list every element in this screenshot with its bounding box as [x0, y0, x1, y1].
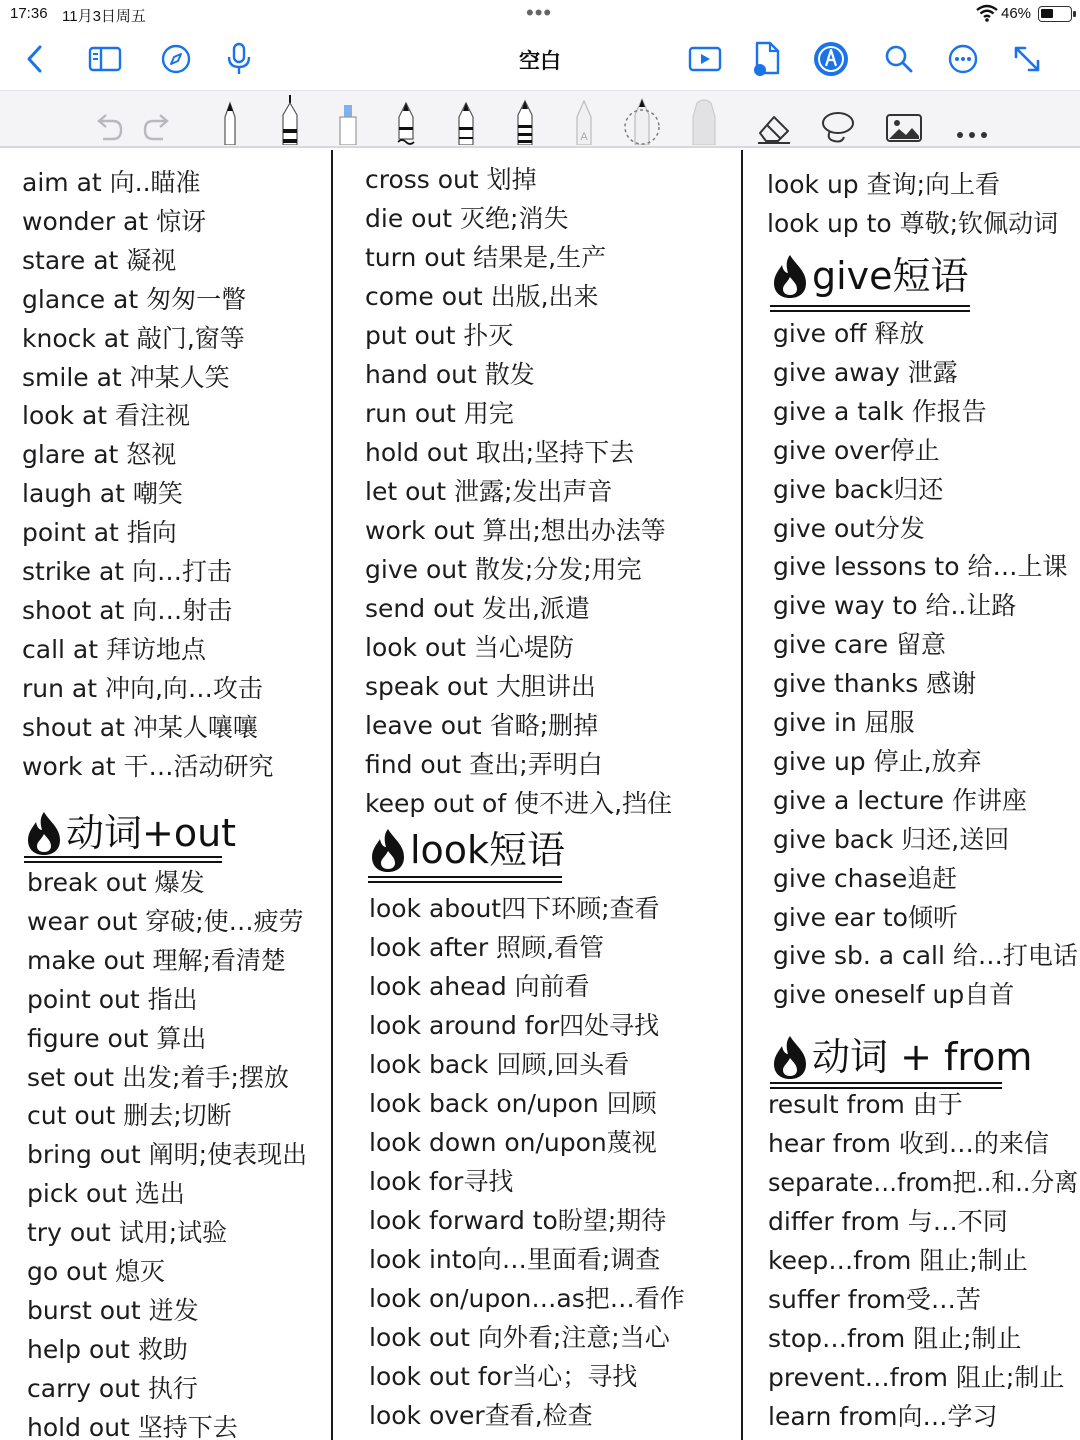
column-divider [741, 150, 743, 1440]
phrase-entry: burst out 迸发 [27, 1295, 199, 1325]
battery-icon [1038, 6, 1072, 22]
phrase-entry: look on/upon…as把…看作 [369, 1284, 685, 1313]
ballpoint-pen-tool-icon[interactable] [270, 95, 310, 145]
phrase-entry: look over查看,检查 [369, 1401, 593, 1430]
phrase-entry: look ahead 向前看 [369, 972, 590, 1001]
pen-circle-icon[interactable] [812, 40, 850, 78]
section-heading-label: 动词 + from [812, 1035, 1033, 1079]
phrase-entry: look after 照顾,看管 [369, 933, 604, 962]
phrase-entry: keep out of 使不进入,挡住 [365, 789, 673, 818]
phrase-entry: look for寻找 [369, 1167, 514, 1196]
phrase-entry: hold out 取出;坚持下去 [365, 438, 635, 467]
phrase-entry: glare at 怒视 [22, 440, 177, 470]
phrase-entry: give off 释放 [773, 319, 925, 348]
eraser-icon[interactable] [754, 95, 794, 145]
phrase-entry: cut out 删去;切断 [27, 1101, 232, 1131]
phrase-entry: smile at 冲某人笑 [22, 362, 230, 392]
phrase-entry: look back on/upon 回顾 [369, 1089, 657, 1118]
phrase-entry: send out 发出,派遣 [365, 594, 590, 623]
phrase-entry: stare at 凝视 [22, 245, 177, 275]
wifi-icon [976, 4, 998, 22]
sidebar-icon[interactable] [86, 40, 124, 78]
phrase-entry: work at 干…活动研究 [22, 751, 274, 781]
phrase-entry: hear from 收到…的来信 [768, 1129, 1049, 1158]
fountain-pen-tool-icon[interactable] [210, 95, 250, 145]
phrase-entry: give over停止 [773, 435, 940, 465]
back-chevron-icon[interactable] [16, 40, 54, 78]
phrase-entry: result from 由于 [768, 1090, 963, 1119]
status-bar [0, 0, 1080, 28]
phrase-entry: look out 当心堤防 [365, 633, 574, 662]
more-tools-icon[interactable] [952, 95, 992, 145]
phrase-entry: stop…from 阻止;制止 [768, 1324, 1022, 1353]
fire-icon [770, 1034, 810, 1080]
phrase-entry: shout at 冲某人嚷嚷 [22, 712, 258, 742]
section-heading-label: look短语 [410, 828, 566, 872]
search-icon[interactable] [880, 40, 918, 78]
phrase-entry: give thanks 感谢 [773, 669, 977, 699]
phrase-entry: give lessons to 给…上课 [773, 552, 1068, 582]
phrase-entry: look forward to盼望;期待 [369, 1206, 667, 1235]
battery-percent: 46% [1001, 5, 1032, 22]
drawing-toolbar [0, 90, 1080, 148]
heading-underline [770, 1082, 1002, 1089]
image-icon[interactable] [884, 95, 924, 145]
phrase-entry: call at 拜访地点 [22, 634, 206, 664]
page-title: 空白 [519, 49, 561, 73]
phrase-entry: glance at 匆匆一瞥 [22, 284, 247, 314]
section-heading-label: 动词+out [66, 811, 237, 855]
phrase-entry: leave out 省略;删掉 [365, 711, 599, 740]
phrase-entry: carry out 执行 [27, 1373, 198, 1403]
phrase-entry: make out 理解;看清楚 [27, 945, 286, 975]
phrase-entry: give in 屈服 [773, 708, 915, 737]
phrase-entry: look around for四处寻找 [369, 1011, 660, 1040]
compass-icon[interactable] [157, 40, 195, 78]
phrase-entry: give back 归还,送回 [773, 824, 1010, 854]
phrase-entry: come out 出版,出来 [365, 282, 599, 311]
phrase-entry: look out 向外看;注意;当心 [369, 1323, 670, 1352]
phrase-entry: run out 用完 [365, 399, 514, 428]
phrase-entry: look up 查询;向上看 [767, 170, 1001, 199]
phrase-entry: keep…from 阻止;制止 [768, 1246, 1028, 1275]
phrase-entry: shoot at 向…射击 [22, 595, 233, 625]
phrase-entry: knock at 敲门,窗等 [22, 323, 245, 353]
pencil-tool-icon[interactable] [446, 95, 486, 145]
phrase-entry: learn from向…学习 [768, 1402, 998, 1431]
phrase-entry: give chase追赶 [773, 863, 958, 893]
microphone-icon[interactable] [220, 40, 258, 78]
section-heading-verb-out [24, 810, 236, 856]
pen-wave-tool-icon[interactable] [386, 95, 426, 145]
phrase-entry: wonder at 惊讶 [22, 206, 207, 236]
phrase-entry: cross out 划掉 [365, 165, 537, 194]
phrase-entry: look at 看注视 [22, 401, 191, 431]
phrase-entry: laugh at 嘲笑 [22, 479, 183, 509]
phrase-entry: let out 泄露;发出声音 [365, 477, 613, 506]
phrase-entry: give out 散发;分发;用完 [365, 555, 642, 584]
status-time: 17:36 [10, 5, 48, 22]
phrase-entry: work out 算出;想出办法等 [365, 516, 666, 545]
phrase-entry: pick out 选出 [27, 1179, 185, 1209]
phrase-entry: help out 救助 [27, 1334, 188, 1364]
phrase-entry: look up to 尊敬;钦佩动词 [767, 209, 1059, 238]
phrase-entry: aim at 向..瞄准 [22, 168, 201, 197]
ellipsis-circle-icon[interactable] [944, 40, 982, 78]
phrase-entry: die out 灭绝;消失 [365, 204, 569, 233]
section-heading-give [770, 253, 969, 299]
phrase-entry: give care 留意 [773, 630, 947, 660]
heading-underline [368, 876, 562, 883]
phrase-entry: give oneself up自首 [773, 980, 1015, 1010]
phrase-entry: separate…from把..和..分离 [768, 1168, 1079, 1197]
nav-bar [0, 28, 1080, 90]
phrase-entry: go out 熄灭 [27, 1257, 166, 1286]
phrase-entry: look out for当心；寻找 [369, 1362, 638, 1391]
phrase-entry: speak out 大胆讲出 [365, 672, 596, 701]
heading-underline [24, 856, 222, 863]
play-rect-icon[interactable] [686, 40, 724, 78]
document-icon[interactable] [748, 40, 786, 78]
phrase-entry: give way to 给..让路 [773, 591, 1017, 621]
phrase-entry: give away 泄露 [773, 357, 958, 387]
phrase-entry: suffer from受…苦 [768, 1285, 981, 1314]
phrase-entry: run at 冲向,向…攻击 [22, 673, 263, 703]
phrase-entry: look back 回顾,回头看 [369, 1050, 630, 1079]
phrase-entry: prevent…from 阻止;制止 [768, 1363, 1065, 1392]
status-date: 11月3日周五 [62, 8, 146, 25]
svg-text:A: A [580, 131, 588, 143]
phrase-entry: set out 出发;着手;摆放 [27, 1062, 289, 1092]
phrase-entry: strike at 向…打击 [22, 557, 233, 586]
heading-underline [770, 305, 970, 312]
phrase-entry: figure out 算出 [27, 1023, 207, 1053]
phrase-entry: give out分发 [773, 513, 925, 543]
text-tool-icon[interactable] [564, 95, 604, 145]
fire-icon [24, 810, 64, 856]
phrase-entry: turn out 结果是,生产 [365, 243, 607, 272]
phrase-entry: give a talk 作报告 [773, 396, 987, 426]
lasso-icon[interactable] [818, 95, 858, 145]
phrase-entry: differ from 与…不同 [768, 1207, 1008, 1236]
phrase-entry: look into向…里面看;调查 [369, 1245, 661, 1274]
highlighter-tool-icon[interactable] [328, 95, 368, 145]
phrase-entry: bring out 阐明;使表现出 [27, 1140, 308, 1170]
redo-icon[interactable] [138, 95, 178, 145]
undo-icon[interactable] [88, 95, 128, 145]
phrase-entry: point out 指出 [27, 984, 198, 1014]
phrase-entry: look about四下环顾;查看 [369, 894, 660, 923]
phrase-entry: find out 查出;弄明白 [365, 750, 603, 779]
fire-icon [770, 253, 810, 299]
note-page[interactable] [0, 150, 1080, 1440]
eraser-shape-tool-icon[interactable] [684, 95, 724, 145]
phrase-entry: look down on/upon蔑视 [369, 1128, 657, 1157]
fire-icon [368, 827, 408, 873]
phrase-entry: wear out 穿破;使…疲劳 [27, 906, 304, 936]
phrase-entry: give a lecture 作讲座 [773, 785, 1027, 815]
phrase-entry: break out 爆发 [27, 868, 205, 897]
section-heading-verb-from [770, 1034, 1032, 1080]
phrase-entry: put out 扑灭 [365, 321, 514, 350]
phrase-entry: hand out 散发 [365, 360, 535, 389]
phrase-entry: give up 停止,放弃 [773, 746, 982, 776]
expand-arrows-icon[interactable] [1008, 40, 1046, 78]
column-divider [331, 150, 333, 1440]
section-heading-label: give短语 [812, 254, 969, 298]
phrase-entry: hold out 坚持下去 [27, 1412, 238, 1440]
phrase-entry: give back归还 [773, 474, 944, 504]
phrase-entry: point at 指向 [22, 518, 177, 548]
phrase-entry: try out 试用;试验 [27, 1218, 228, 1248]
multitask-dots-icon[interactable]: ••• [526, 0, 553, 25]
lasso-pen-tool-icon[interactable] [622, 95, 662, 145]
marker-tool-icon[interactable] [505, 95, 545, 145]
section-heading-look [368, 827, 565, 873]
phrase-entry: give sb. a call 给…打电话 [773, 941, 1078, 971]
phrase-entry: give ear to倾听 [773, 902, 958, 932]
